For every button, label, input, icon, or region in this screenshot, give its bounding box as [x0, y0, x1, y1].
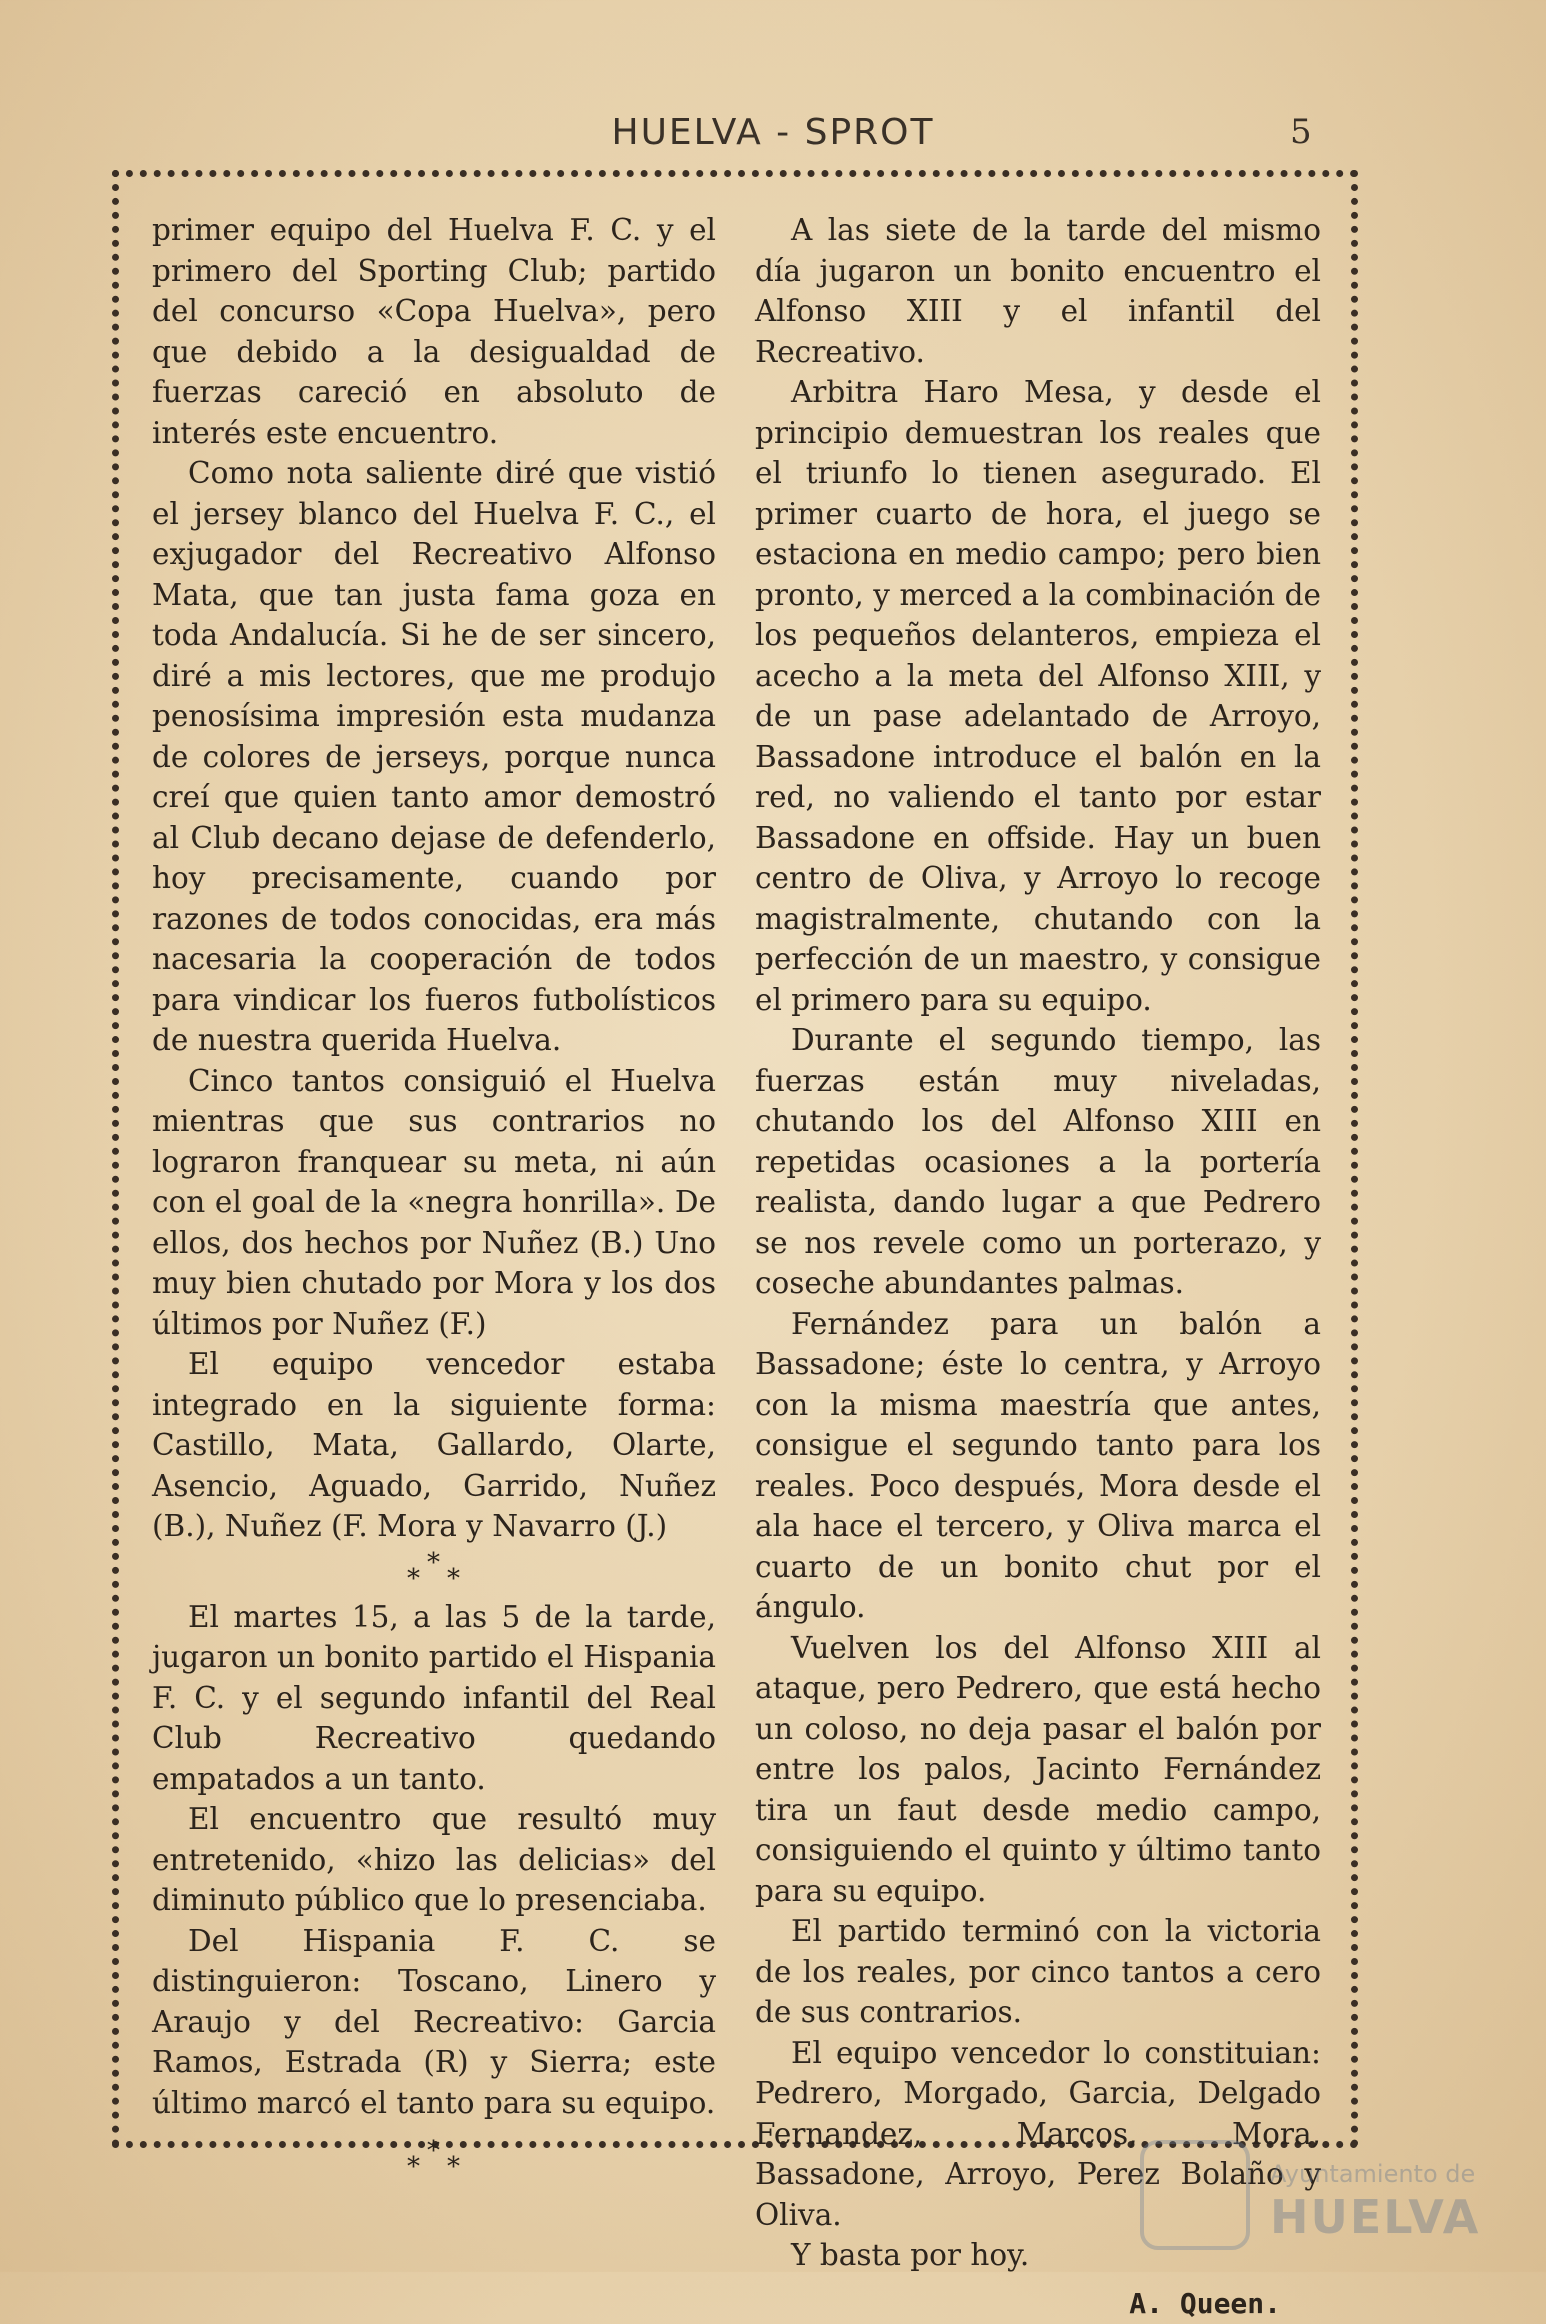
watermark-line1: Ayuntamiento de	[1270, 2160, 1475, 2188]
paragraph: El partido terminó con la victoria de los reales, por cinco tantos a cero de sus contrarios.	[755, 1911, 1321, 2033]
paragraph: El equipo vencedor lo constituian: Pedrero, Morgado, Garcia, Delgado Fernandez, Marcos, Mora, Bassadone, Arroyo, Perez Bolaño y Oliva.	[755, 2033, 1321, 2236]
paragraph: El encuentro que resultó muy entretenido, «hizo las delicias» del diminuto público que lo presenciaba.	[152, 1799, 716, 1921]
section-separator	[152, 2123, 716, 2173]
paragraph: El martes 15, a las 5 de la tarde, jugaron un bonito partido el Hispania F. C. y el segundo infantil del Real Club Recreativo quedando empatados a un tanto.	[152, 1597, 716, 1800]
separator-star: *	[407, 1559, 420, 1600]
archive-watermark	[1140, 2140, 1480, 2250]
separator-star: *	[427, 2131, 440, 2172]
paragraph: Vuelven los del Alfonso XIII al ataque, pero Pedrero, que está hecho un coloso, no deja pasar el balón por entre los palos, Jacinto Fernández tira un faut desde medio campo, consiguiendo el quinto y último tanto para su equipo.	[755, 1628, 1321, 1912]
right-column	[755, 210, 1321, 2324]
paragraph: primer equipo del Huelva F. C. y el primero del Sporting Club; partido del concurso «Copa Huelva», pero que debido a la desigualdad de fuerzas careció en absoluto de interés este encuentro.	[152, 210, 716, 453]
paragraph: A las siete de la tarde del mismo día jugaron un bonito encuentro el Alfonso XIII y el infantil del Recreativo.	[755, 210, 1321, 372]
section-separator	[152, 1547, 716, 1597]
page-header	[0, 112, 1546, 162]
watermark-line2: HUELVA	[1270, 2190, 1480, 2244]
separator-star: *	[427, 1543, 440, 1584]
author-signature: A. Queen.	[755, 2284, 1321, 2324]
paragraph: Arbitra Haro Mesa, y desde el principio demuestran los reales que el triunfo lo tienen asegurado. El primer cuarto de hora, el juego se estaciona en medio campo; pero bien pronto, y merced a la combinación de los pequeños delanteros, empieza el acecho a la meta del Alfonso XIII, y de un pase adelantado de Arroyo, Bassadone introduce el balón en la red, no valiendo el tanto por estar Bassadone en offside. Hay un buen centro de Oliva, y Arroyo lo recoge magistralmente, chutando con la perfección de un maestro, y consigue el primero para su equipo.	[755, 372, 1321, 1020]
publication-title: HUELVA - SPROT	[0, 112, 1546, 153]
separator-star: *	[447, 1559, 460, 1600]
paragraph: El equipo vencedor estaba integrado en la siguiente forma: Castillo, Mata, Gallardo, Olarte, Asencio, Aguado, Garrido, Nuñez (B.), Nuñez (F. Mora y Navarro (J.)	[152, 1344, 716, 1547]
coat-of-arms-icon	[1140, 2140, 1250, 2250]
left-column	[152, 210, 716, 2173]
paragraph: Cinco tantos consiguió el Huelva mientras que sus contrarios no lograron franquear su meta, ni aún con el goal de la «negra honrilla». De ellos, dos hechos por Nuñez (B.) Uno muy bien chutado por Mora y los dos últimos por Nuñez (F.)	[152, 1061, 716, 1345]
paragraph: Y basta por hoy.	[755, 2235, 1321, 2276]
separator-star: *	[407, 2147, 420, 2188]
page-number: 5	[1290, 112, 1312, 152]
separator-star: *	[447, 2147, 460, 2188]
paragraph: Del Hispania F. C. se distinguieron: Toscano, Linero y Araujo y del Recreativo: Garcia Ramos, Estrada (R) y Sierra; este último marcó el tanto para su equipo.	[152, 1921, 716, 2124]
paragraph: Fernández para un balón a Bassadone; éste lo centra, y Arroyo con la misma maestría que antes, consigue el segundo tanto para los reales. Poco después, Mora desde el ala hace el tercero, y Oliva marca el cuarto de un bonito chut por el ángulo.	[755, 1304, 1321, 1628]
paragraph: Como nota saliente diré que vistió el jersey blanco del Huelva F. C., el exjugador del Recreativo Alfonso Mata, que tan justa fama goza en toda Andalucía. Si he de ser sincero, diré a mis lectores, que me produjo penosísima impresión esta mudanza de colores de jerseys, porque nunca creí que quien tanto amor demostró al Club decano dejase de defenderlo, hoy precisamente, cuando por razones de todos conocidas, era más nacesaria la cooperación de todos para vindicar los fueros futbolísticos de nuestra querida Huelva.	[152, 453, 716, 1061]
paragraph: Durante el segundo tiempo, las fuerzas están muy niveladas, chutando los del Alfonso XIII en repetidas ocasiones a la portería realista, dando lugar a que Pedrero se nos revele como un porterazo, y coseche abundantes palmas.	[755, 1020, 1321, 1304]
